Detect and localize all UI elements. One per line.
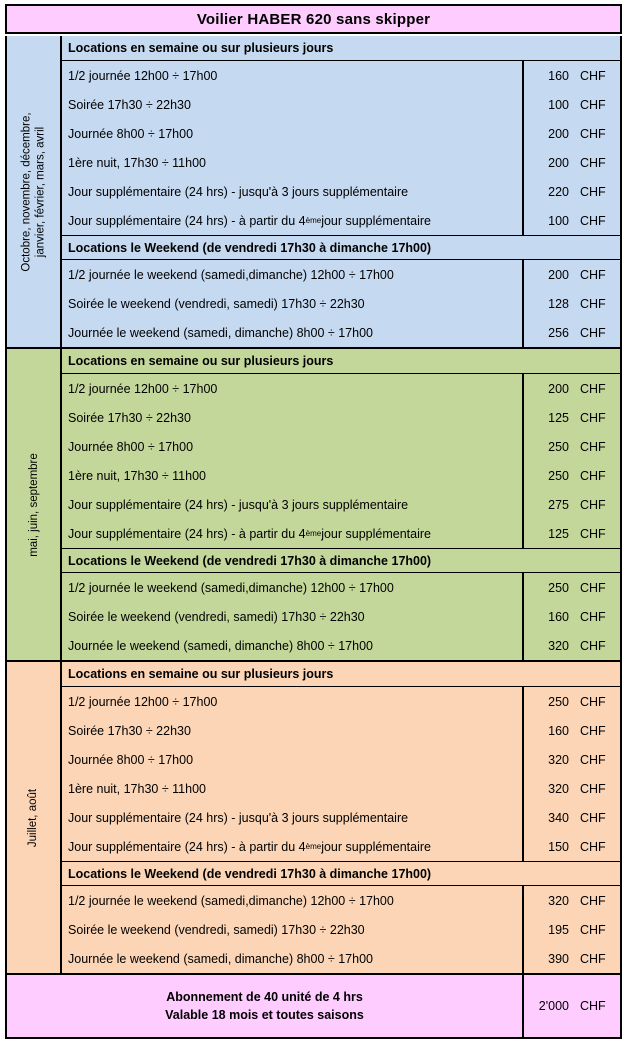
rate-currency: CHF	[580, 922, 606, 937]
rate-amount: 320	[548, 893, 569, 908]
rate-currency: CHF	[580, 723, 606, 738]
table-row	[62, 944, 620, 973]
rate-label: Jour supplémentaire (24 hrs) - à partir du 4 ème jour supplémentaire	[62, 832, 524, 861]
rate-label: Soirée le weekend (vendredi, samedi) 17h30 ÷ 22h30	[62, 289, 524, 318]
rate-currency: CHF	[580, 526, 606, 541]
weekend-rate-list	[62, 573, 620, 660]
rate-currency: CHF	[580, 781, 606, 796]
season-body	[62, 349, 620, 660]
rate-currency: CHF	[580, 694, 606, 709]
rate-label: 1ère nuit, 17h30 ÷ 11h00	[62, 461, 524, 490]
rate-amount: 250	[548, 580, 569, 595]
rate-label: Journée le weekend (samedi, dimanche) 8h00 ÷ 17h00	[62, 318, 524, 347]
table-row	[62, 716, 620, 745]
rate-label: Journée 8h00 ÷ 17h00	[62, 745, 524, 774]
table-row	[62, 602, 620, 631]
rate-currency: CHF	[580, 68, 606, 83]
season-label-text: mai, juin, septembre	[27, 452, 40, 557]
table-row	[62, 573, 620, 602]
table-row	[62, 318, 620, 347]
rate-currency: CHF	[580, 468, 606, 483]
rate-label: Journée 8h00 ÷ 17h00	[62, 119, 524, 148]
rate-label: Journée 8h00 ÷ 17h00	[62, 432, 524, 461]
rate-amount: 160	[548, 723, 569, 738]
table-row	[62, 886, 620, 915]
table-row	[62, 461, 620, 490]
subscription-currency: CHF	[580, 999, 606, 1013]
table-row	[62, 61, 620, 90]
season-label	[7, 662, 62, 973]
rate-amount: 125	[548, 526, 569, 541]
block-header-weekend: Locations le Weekend (de vendredi 17h30 à dimanche 17h00)	[62, 861, 620, 886]
rate-label: 1/2 journée 12h00 ÷ 17h00	[62, 687, 524, 716]
weekend-rate-list	[62, 886, 620, 973]
rate-amount: 340	[548, 810, 569, 825]
table-row	[62, 289, 620, 318]
rate-currency: CHF	[580, 325, 606, 340]
rate-label: Jour supplémentaire (24 hrs) - à partir du 4 ème jour supplémentaire	[62, 519, 524, 548]
rate-label: Soirée 17h30 ÷ 22h30	[62, 90, 524, 119]
subscription-line-2: Valable 18 mois et toutes saisons	[165, 1008, 364, 1022]
rate-label: 1/2 journée le weekend (samedi,dimanche) 12h00 ÷ 17h00	[62, 886, 524, 915]
table-row	[62, 687, 620, 716]
rate-amount: 256	[548, 325, 569, 340]
block-header-weekend: Locations le Weekend (de vendredi 17h30 à dimanche 17h00)	[62, 235, 620, 260]
rate-currency: CHF	[580, 97, 606, 112]
rate-currency: CHF	[580, 951, 606, 966]
rate-amount: 200	[548, 381, 569, 396]
table-row	[62, 490, 620, 519]
table-row	[62, 148, 620, 177]
rate-amount: 150	[548, 839, 569, 854]
rate-amount: 195	[548, 922, 569, 937]
rate-label: 1/2 journée le weekend (samedi,dimanche) 12h00 ÷ 17h00	[62, 260, 524, 289]
rate-currency: CHF	[580, 213, 606, 228]
table-row	[62, 915, 620, 944]
rate-label: Jour supplémentaire (24 hrs) - jusqu'à 3 jours supplémentaire	[62, 490, 524, 519]
table-row	[62, 374, 620, 403]
rate-label: Soirée 17h30 ÷ 22h30	[62, 403, 524, 432]
table-row	[62, 832, 620, 861]
rate-amount: 275	[548, 497, 569, 512]
weekday-rate-list	[62, 687, 620, 861]
rate-label: Soirée le weekend (vendredi, samedi) 17h30 ÷ 22h30	[62, 602, 524, 631]
page-title-bar	[5, 4, 622, 34]
subscription-footer-row	[7, 975, 620, 1037]
rate-amount: 390	[548, 951, 569, 966]
season-section	[7, 349, 620, 662]
rate-label: Journée le weekend (samedi, dimanche) 8h00 ÷ 17h00	[62, 631, 524, 660]
rate-label: 1/2 journée le weekend (samedi,dimanche) 12h00 ÷ 17h00	[62, 573, 524, 602]
table-row	[62, 774, 620, 803]
rate-amount: 320	[548, 781, 569, 796]
table-row	[62, 177, 620, 206]
subscription-line-1: Abonnement de 40 unité de 4 hrs	[166, 990, 363, 1004]
rate-currency: CHF	[580, 893, 606, 908]
rate-label: Jour supplémentaire (24 hrs) - à partir du 4 ème jour supplémentaire	[62, 206, 524, 235]
rate-amount: 250	[548, 468, 569, 483]
rate-currency: CHF	[580, 126, 606, 141]
rate-currency: CHF	[580, 638, 606, 653]
rate-amount: 128	[548, 296, 569, 311]
rate-currency: CHF	[580, 497, 606, 512]
rate-amount: 125	[548, 410, 569, 425]
rate-label: 1/2 journée 12h00 ÷ 17h00	[62, 374, 524, 403]
subscription-description	[7, 975, 524, 1037]
rate-label: Journée le weekend (samedi, dimanche) 8h00 ÷ 17h00	[62, 944, 524, 973]
rate-label: Jour supplémentaire (24 hrs) - jusqu'à 3 jours supplémentaire	[62, 177, 524, 206]
rate-amount: 220	[548, 184, 569, 199]
weekend-rate-list	[62, 260, 620, 347]
rate-currency: CHF	[580, 267, 606, 282]
rate-amount: 160	[548, 609, 569, 624]
rate-amount: 200	[548, 267, 569, 282]
rate-amount: 100	[548, 213, 569, 228]
table-row	[62, 90, 620, 119]
table-row	[62, 403, 620, 432]
table-row	[62, 631, 620, 660]
rate-currency: CHF	[580, 439, 606, 454]
block-header-weekday: Locations en semaine ou sur plusieurs jours	[62, 36, 620, 61]
rate-label: 1/2 journée 12h00 ÷ 17h00	[62, 61, 524, 90]
rate-label: Soirée le weekend (vendredi, samedi) 17h30 ÷ 22h30	[62, 915, 524, 944]
rate-amount: 200	[548, 155, 569, 170]
season-body	[62, 662, 620, 973]
rate-currency: CHF	[580, 752, 606, 767]
rate-amount: 250	[548, 439, 569, 454]
season-label-text: Octobre, novembre, décembre, janvier, février, mars, avril	[20, 111, 47, 272]
rate-label: Jour supplémentaire (24 hrs) - jusqu'à 3 jours supplémentaire	[62, 803, 524, 832]
season-section	[7, 662, 620, 975]
table-row	[62, 206, 620, 235]
season-label	[7, 36, 62, 347]
rate-amount: 200	[548, 126, 569, 141]
rate-currency: CHF	[580, 810, 606, 825]
block-header-weekday: Locations en semaine ou sur plusieurs jours	[62, 662, 620, 687]
rate-amount: 320	[548, 752, 569, 767]
rate-currency: CHF	[580, 609, 606, 624]
rate-label: Soirée 17h30 ÷ 22h30	[62, 716, 524, 745]
table-row	[62, 432, 620, 461]
rate-currency: CHF	[580, 580, 606, 595]
rate-label: 1ère nuit, 17h30 ÷ 11h00	[62, 774, 524, 803]
block-header-weekend: Locations le Weekend (de vendredi 17h30 à dimanche 17h00)	[62, 548, 620, 573]
block-header-weekday: Locations en semaine ou sur plusieurs jours	[62, 349, 620, 374]
table-row	[62, 803, 620, 832]
table-row	[62, 260, 620, 289]
table-row	[62, 745, 620, 774]
rate-currency: CHF	[580, 839, 606, 854]
season-section	[7, 36, 620, 349]
season-label	[7, 349, 62, 660]
season-label-text: Juillet, août	[27, 788, 40, 847]
rate-label: 1ère nuit, 17h30 ÷ 11h00	[62, 148, 524, 177]
rate-currency: CHF	[580, 381, 606, 396]
rate-currency: CHF	[580, 410, 606, 425]
rate-currency: CHF	[580, 184, 606, 199]
table-row	[62, 519, 620, 548]
table-row	[62, 119, 620, 148]
subscription-amount: 2'000	[538, 999, 569, 1013]
season-body	[62, 36, 620, 347]
weekday-rate-list	[62, 61, 620, 235]
rate-amount: 100	[548, 97, 569, 112]
weekday-rate-list	[62, 374, 620, 548]
page-title: Voilier HABER 620 sans skipper	[196, 10, 431, 28]
rate-currency: CHF	[580, 296, 606, 311]
rate-amount: 250	[548, 694, 569, 709]
rate-currency: CHF	[580, 155, 606, 170]
rate-amount: 160	[548, 68, 569, 83]
rate-amount: 320	[548, 638, 569, 653]
